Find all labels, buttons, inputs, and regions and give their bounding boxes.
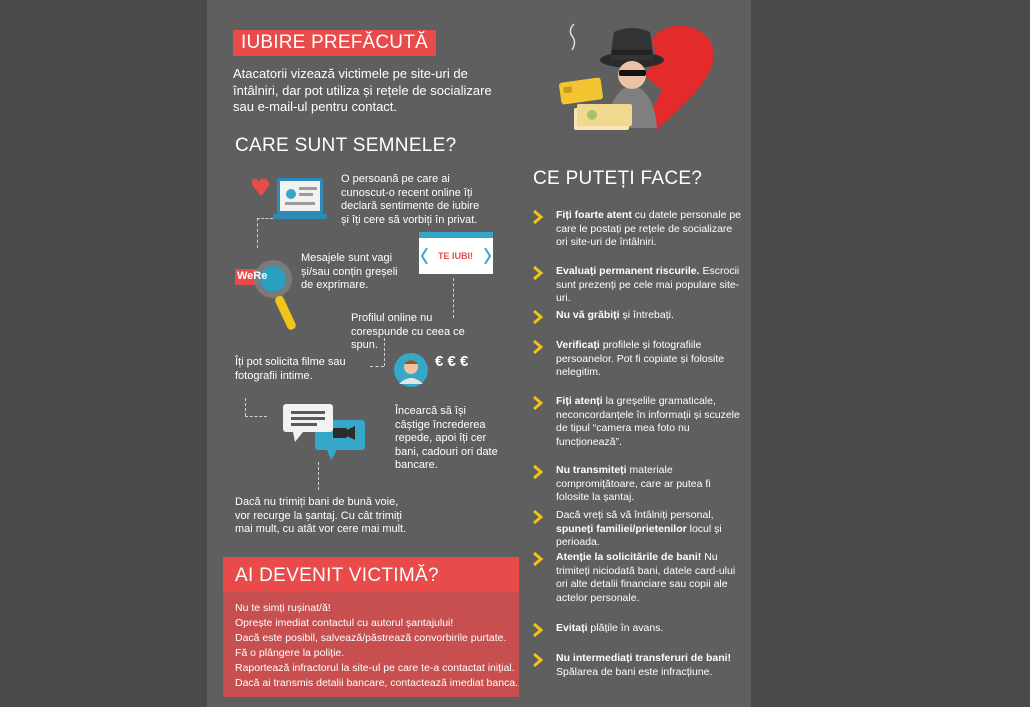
error-word-label: WeRe xyxy=(237,270,268,282)
avatar-icon xyxy=(393,352,429,388)
victim-advice-box xyxy=(223,592,519,697)
connector-line xyxy=(257,218,258,248)
connector-line xyxy=(370,366,384,367)
action-tip xyxy=(556,395,746,449)
tip-emphasis: Evitați xyxy=(556,622,588,634)
tip-emphasis: Fiți foarte atent xyxy=(556,209,632,221)
victim-line: Nu te simți rușinat/ă! xyxy=(235,602,331,614)
chevron-right-icon xyxy=(533,310,543,324)
tip-text: Nu trimiteți niciodată bani, datele card-ului ori alte detalii financiare sau copii ale actelor personale. xyxy=(556,551,736,604)
victim-line: Oprește imediat contactul cu autorul șantajului! xyxy=(235,617,454,629)
sign-text-5: Încearcă să își câștige încrederea repede, apoi îți cer bani, cadouri ori date bancare. xyxy=(395,405,498,471)
chevron-right-icon xyxy=(533,653,543,667)
sign-text-4: Îți pot solicita filme sau fotografii intime. xyxy=(235,356,346,382)
tip-emphasis: Atenție la solicitările de bani! xyxy=(556,551,702,563)
signs-heading: CARE SUNT SEMNELE? xyxy=(235,135,457,156)
chevron-right-icon xyxy=(533,552,543,566)
tip-emphasis: Verificați xyxy=(556,339,600,351)
connector-line xyxy=(257,218,273,219)
intro-text: Atacatorii vizează victimele pe site-uri de întâlniri, dar pot utiliza și rețele de socializare sau e-mail-ul pentru contact. xyxy=(233,66,492,114)
action-tip xyxy=(556,309,746,323)
chevron-right-icon xyxy=(533,266,543,280)
tip-text: Dacă vreți să vă întâlniți personal, xyxy=(556,509,714,521)
tip-text: la greșelile gramaticale, neconcordanțele în informații și scuzele de tipul “camera mea foto nu funcționează”. xyxy=(556,395,740,448)
action-tip xyxy=(556,551,746,605)
chevron-right-icon xyxy=(533,396,543,410)
action-tip xyxy=(556,652,746,679)
chevron-right-icon xyxy=(533,210,543,224)
action-tip xyxy=(556,265,746,306)
action-tip xyxy=(556,509,746,550)
tip-text: materiale compromițătoare, care ar putea fi folosite la șantaj. xyxy=(556,464,711,503)
euro-symbols: € € € xyxy=(435,353,469,370)
tip-emphasis: Nu transmiteți xyxy=(556,464,627,476)
sign-text-3: Profilul online nu corespunde cu ceea ce spun. xyxy=(351,312,465,351)
victim-line: Fă o plângere la poliție. xyxy=(235,647,345,659)
tip-text: profilele și fotografiile persoanelor. Pot fi copiate și folosite nelegitim. xyxy=(556,339,725,378)
love-message-label: TE IUBI! xyxy=(438,251,473,261)
tip-text: locul și perioada. xyxy=(556,522,722,548)
chevron-right-icon xyxy=(533,510,543,524)
action-tip xyxy=(556,622,746,636)
action-tip xyxy=(556,464,746,505)
tip-text: Escrocii sunt prezenți pe cele mai populare site-uri. xyxy=(556,265,740,304)
sign-text-6: Dacă nu trimiți bani de bună voie, vor recurge la șantaj. Cu cât trimiți mai mult, cu atât vor cere mai mult. xyxy=(235,496,407,535)
tip-text: și întrebați. xyxy=(619,309,674,321)
magnifier-icon xyxy=(235,253,305,338)
action-tip xyxy=(556,339,746,380)
victim-line: Dacă este posibil, salvează/păstrează convorbirile purtate. xyxy=(235,632,507,644)
connector-line xyxy=(384,338,385,366)
tip-text: plățile în avans. xyxy=(587,622,664,634)
tip-emphasis: Fiți atenți xyxy=(556,395,603,407)
connector-line xyxy=(245,398,246,416)
tip-text: cu datele personale pe care le postați pe rețele de socializare ori site-uri de întâlniri. xyxy=(556,209,742,248)
victim-heading: AI DEVENIT VICTIMĂ? xyxy=(235,565,439,586)
actions-heading: CE PUTEȚI FACE? xyxy=(533,168,703,189)
spy-broken-heart-illustration xyxy=(552,20,727,138)
page-title: IUBIRE PREFĂCUTĂ xyxy=(233,30,436,56)
sign-text-2: Mesajele sunt vagi și/sau conțin greșeli de exprimare. xyxy=(301,252,398,291)
connector-line xyxy=(318,462,319,490)
victim-line: Dacă ai transmis detalii bancare, contactează imediat banca. xyxy=(235,677,519,689)
action-tip xyxy=(556,209,746,250)
tip-text: Spălarea de bani este infracțiune. xyxy=(556,665,713,678)
tip-emphasis: spuneți familiei/prietenilor xyxy=(556,522,687,535)
chat-bubbles-icon xyxy=(279,402,369,462)
victim-line: Raportează infractorul la site-ul pe care te-a contactat inițial. xyxy=(235,662,515,674)
victim-heading-box xyxy=(223,557,519,592)
chevron-right-icon xyxy=(533,465,543,479)
tip-emphasis: Nu intermediați transferuri de bani! xyxy=(556,652,732,664)
chevron-right-icon xyxy=(533,623,543,637)
chevron-right-icon xyxy=(533,340,543,354)
infographic-page xyxy=(207,0,751,707)
tip-emphasis: Evaluați permanent riscurile. xyxy=(556,265,700,277)
sign-text-1: O persoană pe care ai cunoscut-o recent online îți declară sentimente de iubire și îți cere să vorbiți în privat. xyxy=(341,173,480,226)
tip-emphasis: Nu vă grăbiți xyxy=(556,309,620,321)
connector-line xyxy=(245,416,267,417)
